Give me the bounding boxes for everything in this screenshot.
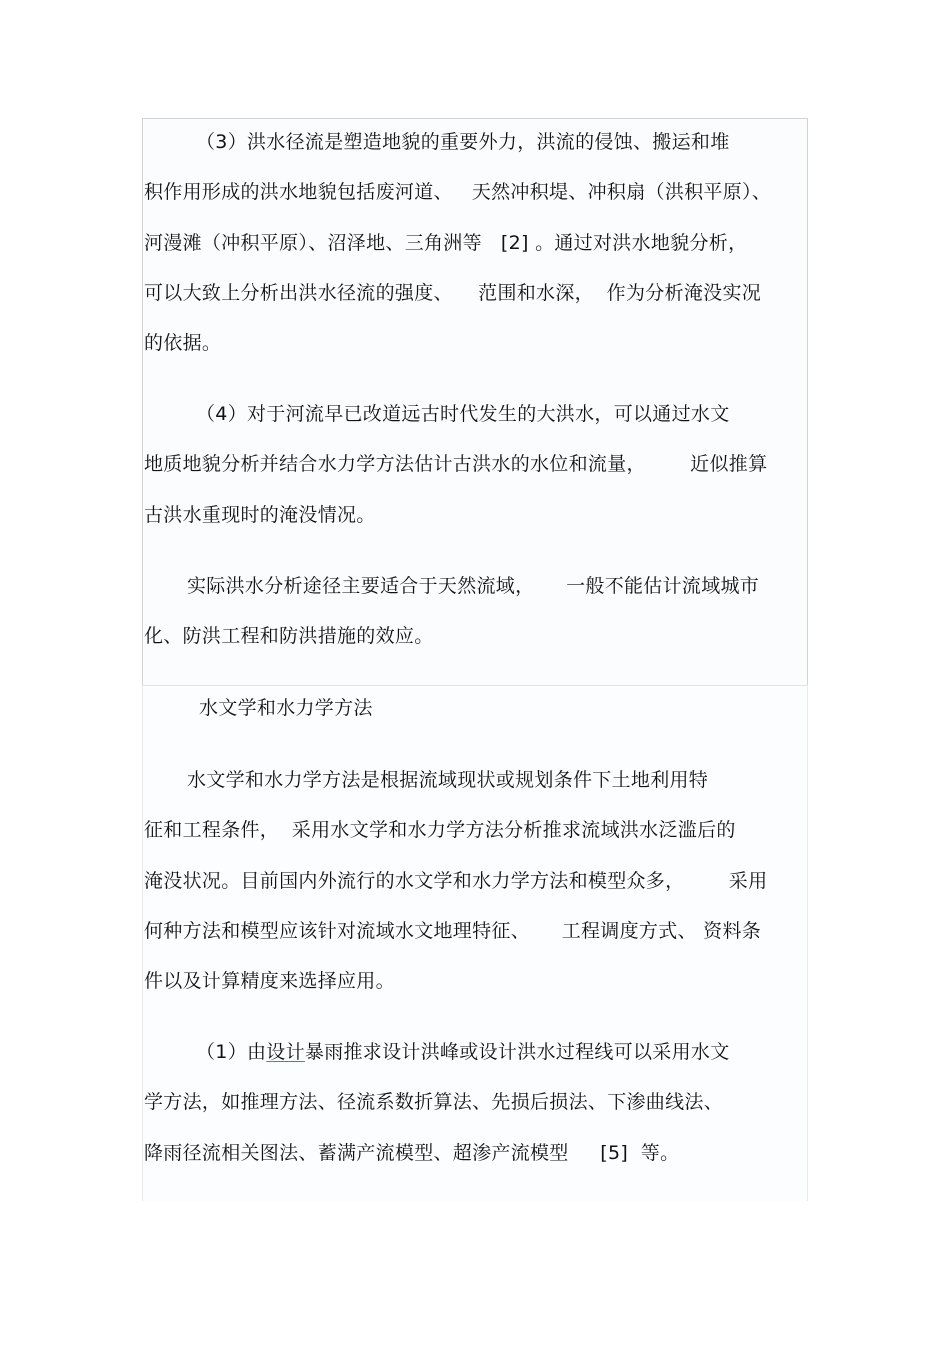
paragraph-hydro-line-4: 何种方法和模型应该针对流域水文地理特征、 工程调度方式、 资料条 — [144, 920, 762, 942]
paragraph-1-line-1-end: 暴雨推求设计洪峰或设计洪水过程线可以采用水文 — [304, 1041, 730, 1063]
paragraph-3-line-4: 可以大致上分析出洪水径流的强度、 范围和水深， 作为分析淹没实况 — [144, 282, 762, 304]
paragraph-3-line-3: 河漫滩（冲积平原）、沼泽地、三角洲等 [2] 。通过对洪水地貌分析， — [144, 232, 748, 254]
paragraph-hydro-line-1: 水文学和水力学方法是根据流域现状或规划条件下土地利用特 — [187, 769, 709, 791]
paragraph-hydro-line-2: 征和工程条件， 采用水文学和水力学方法分析推求流域洪水泛滥后的 — [144, 819, 736, 841]
paragraph-actual-line-2: 化、防洪工程和防洪措施的效应。 — [144, 625, 434, 647]
paragraph-hydro-line-5: 件以及计算精度来选择应用。 — [144, 970, 395, 992]
paragraph-3-line-1: （3）洪水径流是塑造地貌的重要外力，洪流的侵蚀、搬运和堆 — [196, 131, 730, 153]
paragraph-4-line-1: （4）对于河流早已改道远古时代发生的大洪水，可以通过水文 — [196, 403, 730, 425]
design-link[interactable]: 设计 — [266, 1041, 305, 1063]
paragraph-1-line-2: 学方法，如推理方法、径流系数折算法、先损后损法、下渗曲线法、 — [144, 1091, 724, 1113]
paragraph-3-line-2: 积作用形成的洪水地貌包括废河道、 天然冲积堤、冲积扇（洪积平原）、 — [144, 181, 772, 203]
paragraph-hydro-line-3: 淹没状况。目前国内外流行的水文学和水力学方法和模型众多， 采用 — [144, 870, 768, 892]
paragraph-4-line-2: 地质地貌分析并结合水力学方法估计古洪水的水位和流量， 近似推算 — [144, 453, 768, 475]
paragraph-4-line-3: 古洪水重现时的淹没情况。 — [144, 504, 376, 526]
paragraph-1-line-3: 降雨径流相关图法、蓄满产流模型、超渗产流模型 [5] 等。 — [144, 1142, 680, 1164]
content-panel-bottom — [142, 685, 808, 1201]
paragraph-3-line-5: 的依据。 — [144, 332, 222, 354]
paragraph-actual-line-1: 实际洪水分析途径主要适合于天然流域， 一般不能估计流域城市 — [187, 575, 760, 597]
paragraph-1-line-1 — [196, 1040, 730, 1064]
section-heading: 水文学和水力学方法 — [199, 697, 373, 719]
paragraph-1-line-1-start: （1）由 — [196, 1041, 267, 1063]
